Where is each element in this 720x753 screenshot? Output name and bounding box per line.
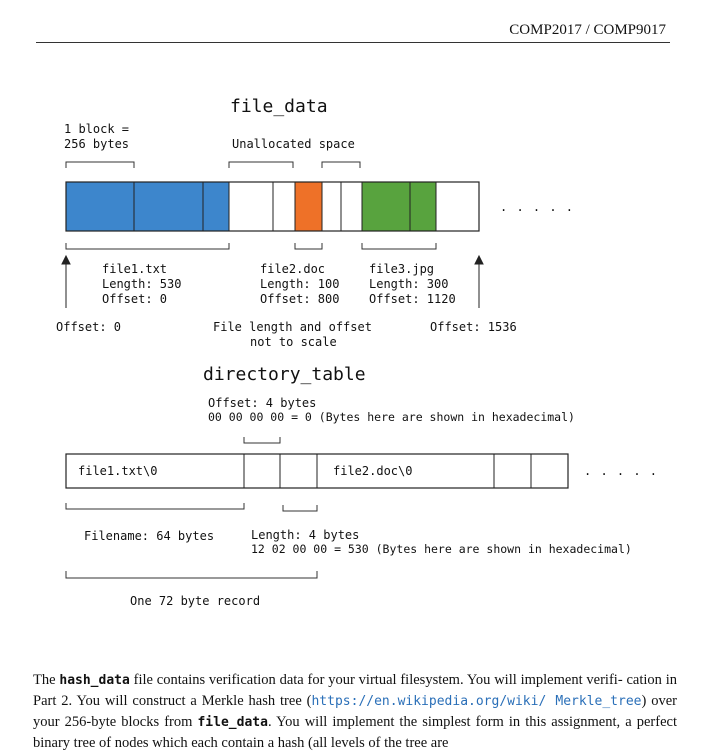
file1-length: Length: 530 — [102, 277, 182, 291]
filename-bracket — [66, 503, 244, 509]
scale-note-line1: File length and offset — [213, 320, 372, 334]
file1-offset: Offset: 0 — [102, 292, 168, 306]
unallocated-space-label: Unallocated space — [232, 137, 355, 151]
record2-filename-cell: file2.doc\0 — [333, 464, 413, 478]
para-text-3: ) over your 256-byte blocks from — [33, 693, 677, 730]
course-code: COMP2017 / COMP9017 — [509, 22, 666, 38]
end-offset-label: Offset: 1536 — [430, 320, 517, 334]
hash-data-code: hash_data — [59, 673, 130, 688]
file2-bracket — [295, 243, 322, 249]
block-bracket — [66, 162, 134, 168]
block-size-label-line1: 1 block = — [64, 122, 130, 136]
offset-field-bytes: 00 00 00 00 = 0 (Bytes here are shown in hexadecimal) — [208, 410, 575, 424]
para-text-4: . You will implement the simplest form in this assignment, a perfect binary tree of nodes which each contain a hash (all levels of the tree are — [33, 714, 677, 751]
file1-bracket — [66, 243, 229, 249]
file3-blocks — [362, 182, 436, 231]
unallocated-bracket-2 — [322, 162, 360, 168]
file2-length: Length: 100 — [260, 277, 340, 291]
file3-length: Length: 300 — [369, 277, 449, 291]
file3-name: file3.jpg — [369, 262, 435, 276]
bottom-brackets — [66, 243, 436, 249]
file-data-code: file_data — [197, 715, 268, 730]
top-brackets — [66, 162, 360, 168]
end-arrow-head — [475, 256, 483, 264]
directory-table-title: directory_table — [203, 364, 366, 385]
start-arrow-head — [62, 256, 70, 264]
file2-name: file2.doc — [260, 262, 326, 276]
block-size-label-line2: 256 bytes — [64, 137, 130, 151]
scale-note-line2: not to scale — [250, 335, 337, 349]
record-bracket — [66, 571, 317, 578]
length-field-bytes: 12 02 00 00 = 530 (Bytes here are shown in hexadecimal) — [251, 542, 632, 556]
file2-block — [295, 182, 322, 231]
file-data-title: file_data — [230, 96, 328, 117]
file1-blocks — [66, 182, 229, 231]
record1-filename-cell: file1.txt\0 — [78, 464, 158, 478]
length-size-label: Length: 4 bytes — [251, 528, 360, 542]
merkle-tree-link[interactable]: https://en.wikipedia.org/wiki/ Merkle_tree — [311, 694, 642, 709]
hash-data-paragraph — [33, 670, 677, 753]
start-offset-label: Offset: 0 — [56, 320, 122, 334]
para-text-1: The — [33, 672, 60, 688]
length-bracket — [283, 505, 317, 511]
file2-offset: Offset: 800 — [260, 292, 340, 306]
record-size-label: One 72 byte record — [130, 594, 261, 608]
offset-field-bracket — [244, 437, 280, 443]
unallocated-bracket-1 — [229, 162, 293, 168]
record-continuation-dots: . . . . . — [584, 464, 659, 478]
file3-bracket — [362, 243, 436, 249]
file3-offset: Offset: 1120 — [369, 292, 456, 306]
para-text-2: file contains verification data for your virtual filesystem. You will implement verifi- cation in Part 2. You will construct a Merkle hash tree ( — [33, 672, 677, 709]
strip-continuation-dots: . . . . . — [500, 200, 575, 214]
offset-field-label: Offset: 4 bytes — [208, 396, 317, 410]
filename-size-label: Filename: 64 bytes — [84, 529, 215, 543]
file-data-strip — [66, 182, 479, 231]
file1-name: file1.txt — [102, 262, 168, 276]
